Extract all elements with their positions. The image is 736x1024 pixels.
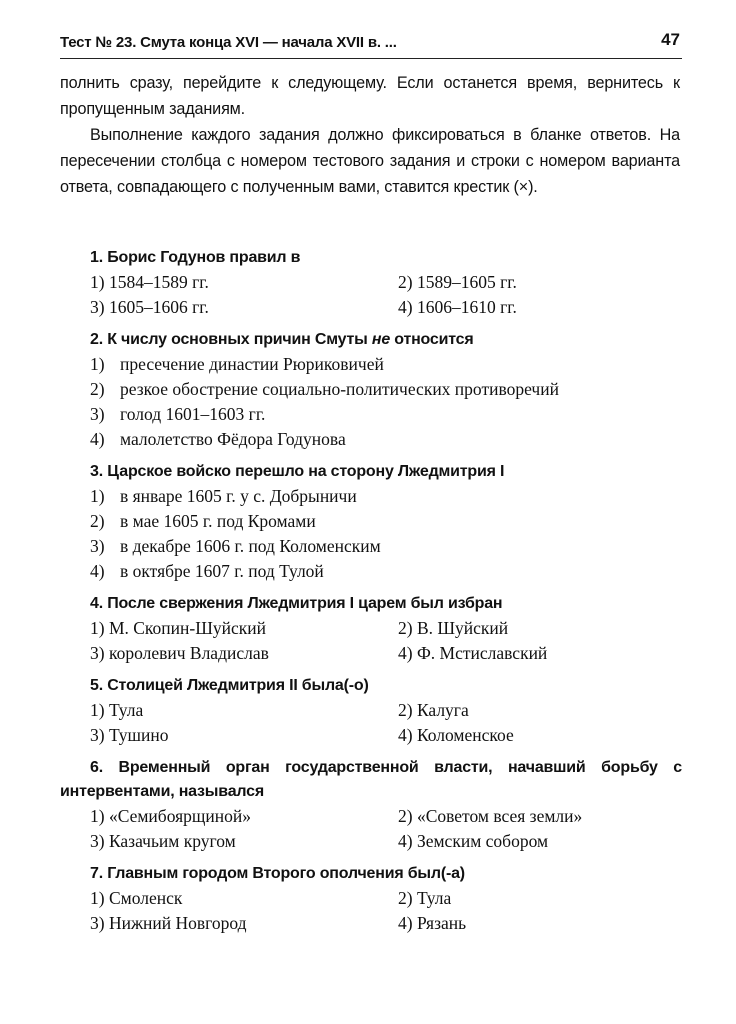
answer-option: 1) «Семибоярщиной» [90,806,251,826]
answer-option: 2) В. Шуйский [398,618,509,638]
question-title: 5. Столицей Лжедмитрия II была(-о) [90,677,369,694]
answer-options [60,270,682,320]
answer-options [60,698,682,748]
header-title: Тест № 23. Смута конца XVI — начала XVII в. ... [60,34,397,51]
option-number: 2) [90,511,105,531]
option-text: малолетство Фёдора Годунова [120,429,346,449]
question-title: 1. Борис Годунов правил в [90,249,301,266]
option-number: 1) [90,486,105,506]
answer-option: 3) Казачьим кругом [90,831,236,851]
answer-options [60,886,682,936]
option-number: 1) [90,354,105,374]
answer-option [90,427,682,452]
option-text: в октябре 1607 г. под Тулой [120,561,324,581]
answer-option [90,377,682,402]
answer-options [60,804,682,854]
page [60,0,682,1024]
option-text: в мае 1605 г. под Кромами [120,511,316,531]
option-number: 2) [90,379,105,399]
answer-option: 2) Калуга [398,700,469,720]
option-number: 4) [90,429,105,449]
intro-paragraph-1: полнить сразу, перейдите к следующему. Если останется время, вернитесь к пропущенным заданиям. [60,74,680,118]
answer-option: 4) Земским собором [398,831,549,851]
answer-option: 1) 1584–1589 гг. [90,272,209,292]
question-title [60,328,682,352]
option-text: резкое обострение социально-политических противоречий [120,379,559,399]
answer-option: 1) М. Скопин-Шуйский [90,618,266,638]
answer-option: 1) Смоленск [90,888,183,908]
question-4 [60,592,682,666]
intro-paragraph-2: Выполнение каждого задания должно фиксироваться в бланке ответов. На пересечении столбца с номером тестового задания и строки с номером варианта ответа, совпадающего с полученным вами, ставится крестик (×). [60,126,680,196]
question-title-start: 2. К числу основных причин Смуты [90,331,372,348]
answer-option [90,352,682,377]
option-text: в декабре 1606 г. под Коломенским [120,536,381,556]
question-2 [60,328,682,452]
answer-option: 3) Тушино [90,725,169,745]
answer-option [90,509,682,534]
option-number: 4) [90,561,105,581]
questions-list [60,246,682,944]
intro-text [60,70,680,200]
answer-option: 2) 1589–1605 гг. [398,272,517,292]
option-text: голод 1601–1603 гг. [120,404,266,424]
question-title: 4. После свержения Лжедмитрия I царем был избран [90,595,503,612]
answer-option [90,534,682,559]
answer-options [60,484,682,584]
answer-options [60,352,682,452]
answer-option: 3) Нижний Новгород [90,913,247,933]
running-header [60,28,682,59]
question-6 [60,756,682,854]
question-title-emphasis: не [371,331,391,348]
answer-option [90,484,682,509]
question-3 [60,460,682,584]
answer-option: 4) Ф. Мстиславский [398,643,548,663]
answer-option [90,559,682,584]
option-number: 3) [90,404,105,424]
answer-option: 4) 1606–1610 гг. [398,297,517,317]
answer-options [60,616,682,666]
option-text: пресечение династии Рюриковичей [120,354,384,374]
answer-option: 4) Коломенское [398,725,514,745]
question-1 [60,246,682,320]
question-7 [60,862,682,936]
page-number: 47 [661,30,680,49]
answer-option: 4) Рязань [398,913,467,933]
answer-option: 1) Тула [90,700,144,720]
answer-option [90,402,682,427]
answer-option: 2) Тула [398,888,452,908]
question-title: 3. Царское войско перешло на сторону Лжедмитрия I [90,463,505,480]
answer-option: 3) королевич Владислав [90,643,269,663]
question-title-end: относится [390,331,474,348]
option-text: в январе 1605 г. у с. Добрыничи [120,486,357,506]
question-title: 6. Временный орган государственной власти, начавший борьбу с интервентами, назывался [60,759,682,800]
option-number: 3) [90,536,105,556]
question-title: 7. Главным городом Второго ополчения был(-а) [90,865,465,882]
question-5 [60,674,682,748]
answer-option: 3) 1605–1606 гг. [90,297,209,317]
answer-option: 2) «Советом всея земли» [398,806,583,826]
